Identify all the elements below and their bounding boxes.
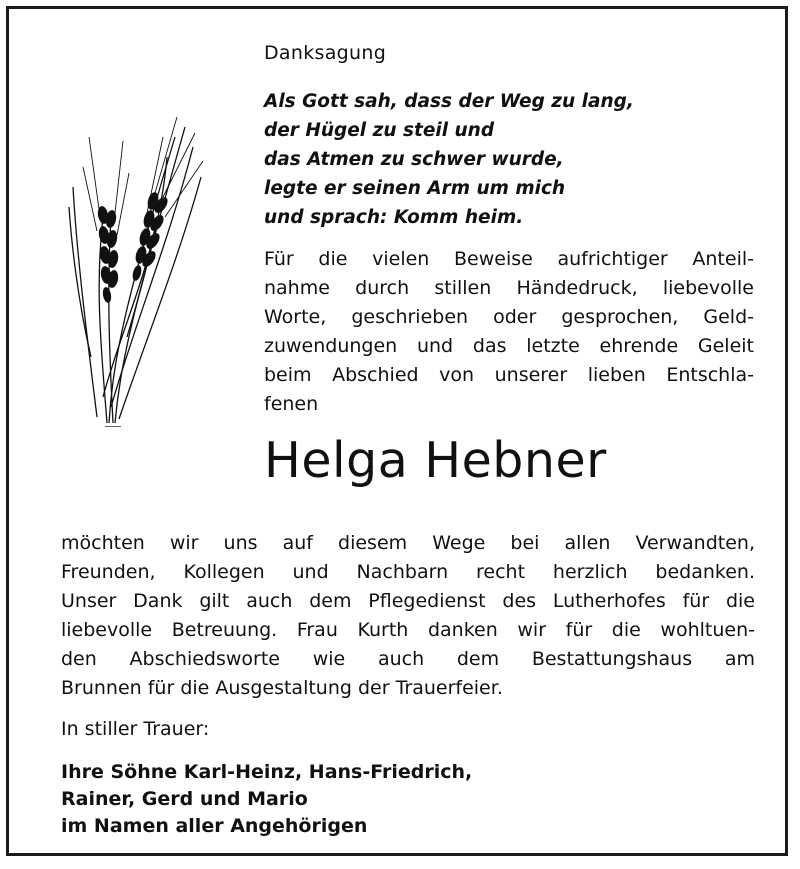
signer-line: im Namen aller Angehörigen bbox=[61, 815, 368, 837]
body-line: Unser Dank gilt auch dem Pflegedienst des Lutherhofes für die bbox=[61, 590, 755, 612]
intro-line: Worte, geschrieben oder gesprochen, Geld- bbox=[264, 306, 754, 328]
poem-line: legte er seinen Arm um mich bbox=[264, 178, 566, 199]
wheat-ears-illustration bbox=[67, 97, 207, 427]
notice-heading: Danksagung bbox=[264, 42, 387, 64]
poem-line: der Hügel zu steil und bbox=[264, 120, 495, 141]
body-line: liebevolle Betreuung. Frau Kurth danken wir für die wohltuen- bbox=[61, 619, 755, 641]
signers bbox=[61, 759, 472, 840]
body-line: den Abschiedsworte wie auch dem Bestattungshaus am bbox=[61, 648, 755, 670]
body-line: Freunden, Kollegen und Nachbarn recht herzlich bedanken. bbox=[61, 561, 755, 583]
intro-paragraph bbox=[264, 245, 754, 419]
poem-line: das Atmen zu schwer wurde, bbox=[264, 149, 564, 170]
body-line: Brunnen für die Ausgestaltung der Trauerfeier. bbox=[61, 677, 503, 699]
thanks-paragraph bbox=[61, 529, 755, 703]
body-line: möchten wir uns auf diesem Wege bei allen Verwandten, bbox=[61, 532, 755, 554]
poem bbox=[264, 87, 634, 232]
poem-line: Als Gott sah, dass der Weg zu lang, bbox=[264, 91, 634, 112]
intro-line: nahme durch stillen Händedruck, liebevolle bbox=[264, 277, 754, 299]
intro-line: Für die vielen Beweise aufrichtiger Anteil- bbox=[264, 248, 754, 270]
deceased-name: Helga Hebner bbox=[264, 432, 607, 489]
intro-line: fenen bbox=[264, 393, 319, 415]
signer-line: Ihre Söhne Karl-Heinz, Hans-Friedrich, bbox=[61, 761, 473, 783]
poem-line: und sprach: Komm heim. bbox=[264, 207, 524, 228]
notice-frame bbox=[6, 6, 788, 856]
intro-line: zuwendungen und das letzte ehrende Geleit bbox=[264, 335, 754, 357]
signer-line: Rainer, Gerd und Mario bbox=[61, 788, 308, 810]
intro-line: beim Abschied von unserer lieben Entschla- bbox=[264, 364, 754, 386]
mourning-label: In stiller Trauer: bbox=[61, 718, 210, 740]
